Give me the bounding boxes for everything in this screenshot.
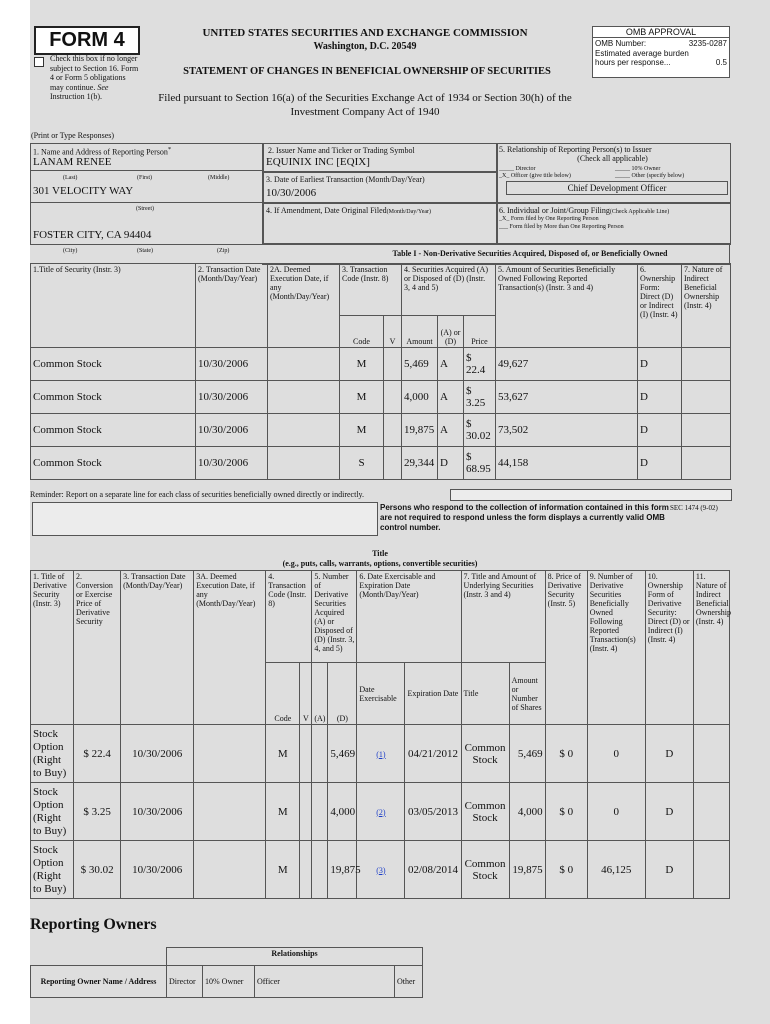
table1-row (31, 447, 731, 480)
state-label: (State) (137, 248, 153, 254)
box4-label (266, 206, 431, 215)
t2-h4: 4. Transaction Code (Instr. 8) (266, 571, 312, 663)
t1-row-code: M (340, 414, 384, 447)
t2-amount-shares: Amount or Number of Shares (509, 663, 545, 725)
t2-row-price: $ 3.25 (74, 783, 121, 841)
t2-row-expiration: 04/21/2012 (405, 725, 461, 783)
t1-h4: 4. Securities Acquired (A) or Disposed of (D) (Instr. 3, 4 and 5) (402, 264, 496, 316)
form-title-box (34, 26, 140, 55)
t1-code: Code (340, 316, 384, 348)
director-header: Director (167, 966, 203, 998)
checkbox-instruction: Instruction 1(b). (50, 92, 102, 101)
t1-row-price-symbol: $ (466, 451, 472, 463)
form4-page (30, 0, 770, 1024)
t2-row-nature (693, 725, 729, 783)
box1-star: * (167, 146, 172, 153)
t2-row-owned: 46,125 (587, 841, 645, 899)
t2-h6: 6. Date Exercisable and Expiration Date (Month/Day/Year) (357, 571, 461, 663)
t2-row-title: Stock Option (Right to Buy) (31, 725, 74, 783)
t2-row-date-exercisable (357, 783, 405, 841)
commission-heading: UNITED STATES SECURITIES AND EXCHANGE COMMISSION (202, 27, 528, 39)
t1-row-amount: 5,469 (402, 348, 438, 381)
t2-row-deemed (194, 841, 266, 899)
t1-row-title: Common Stock (31, 381, 196, 414)
t1-row-title: Common Stock (31, 447, 196, 480)
t2-row-nature (693, 841, 729, 899)
middle-label: (Middle) (208, 175, 230, 181)
table1-title: Table I - Non-Derivative Securities Acquired, Disposed of, or Beneficially Owned (392, 249, 668, 258)
table2-subtitle: (e.g., puts, calls, warrants, options, convertible securities) (282, 559, 478, 568)
t2-h9: 9. Number of Derivative Securities Beneficially Owned Following Reported Transaction(s) (Instr. 4) (587, 571, 645, 725)
t1-row-price-symbol: $ (466, 385, 472, 397)
t1-h5: 5. Amount of Securities Beneficially Owned Following Reported Transaction(s) (Instr. 3 and 4) (496, 264, 638, 348)
t1-row-price-symbol: $ (466, 418, 472, 430)
t2-row-date-exercisable (357, 841, 405, 899)
t1-row-title: Common Stock (31, 414, 196, 447)
footnote-link[interactable]: (3) (376, 865, 386, 875)
t2-row-shares: 4,000 (509, 783, 545, 841)
t2-row-price: $ 22.4 (74, 725, 121, 783)
t2-row-shares: 5,469 (509, 725, 545, 783)
check-all: (Check all applicable) (577, 154, 648, 163)
t2-a: (A) (312, 663, 328, 725)
form-title: FORM 4 (49, 29, 125, 51)
t1-row-form: D (638, 381, 682, 414)
t2-row-owned: 0 (587, 783, 645, 841)
table2-title: Title (372, 549, 388, 558)
t1-row-deemed (268, 447, 340, 480)
t2-h3: 3. Transaction Date (Month/Day/Year) (121, 571, 194, 725)
t1-row-form: D (638, 414, 682, 447)
t1-row-ad: A (438, 348, 464, 381)
box2-label: 2. Issuer Name and Ticker or Trading Symbol (268, 146, 415, 155)
omb-notice: Persons who respond to the collection of information contained in this form are not required to respond unless the form displays a currently valid OMB control number. (380, 503, 669, 532)
table2 (30, 570, 730, 899)
t2-row-a (312, 783, 328, 841)
t2-row-dprice: $ 0 (545, 783, 587, 841)
t2-row-expiration: 02/08/2014 (405, 841, 461, 899)
t2-code: Code (266, 663, 300, 725)
t2-row-d: 19,875 (328, 841, 357, 899)
t1-row-nature (682, 447, 731, 480)
first-label: (First) (137, 175, 152, 181)
t2-row-underlying: Common Stock (461, 841, 509, 899)
t2-row-v (300, 783, 312, 841)
t1-row-price (464, 447, 496, 480)
box3-label: 3. Date of Earliest Transaction (Month/Day/Year) (266, 175, 425, 184)
table1-row (31, 348, 731, 381)
t2-h3a: 3A. Deemed Execution Date, if any (Month/Day/Year) (194, 571, 266, 725)
box1-label-text: 1. Name and Address of Reporting Person (33, 147, 168, 157)
t2-row-form: D (645, 725, 693, 783)
t1-v: V (384, 316, 402, 348)
t2-row-form: D (645, 783, 693, 841)
footnote-link[interactable]: (2) (376, 807, 386, 817)
t1-row-ad: A (438, 414, 464, 447)
t1-row-date: 10/30/2006 (196, 447, 268, 480)
checkbox-text: Check this box if no longer subject to Section 16. Form 4 or Form 5 obligations may continue. (50, 54, 139, 92)
table2-row (31, 841, 730, 899)
t2-row-date: 10/30/2006 (121, 841, 194, 899)
omb-number: 3235-0287 (688, 39, 727, 48)
t2-row-shares: 19,875 (509, 841, 545, 899)
t1-row-nature (682, 348, 731, 381)
officer-title: Chief Development Officer (506, 181, 728, 195)
t1-row-deemed (268, 414, 340, 447)
t2-title: Title (461, 663, 509, 725)
t1-h2: 2. Transaction Date (Month/Day/Year) (196, 264, 268, 348)
sec-number: SEC 1474 (9-02) (670, 504, 718, 512)
omb-hours: 0.5 (715, 58, 727, 67)
t1-row-amount: 19,875 (402, 414, 438, 447)
t2-row-nature (693, 783, 729, 841)
more-persons-option[interactable]: ___ Form filed by More than One Reporting Person (499, 224, 624, 230)
t1-amount: Amount (402, 316, 438, 348)
omb-title: OMB APPROVAL (593, 27, 729, 38)
ten-pct-header: 10% Owner (203, 966, 255, 998)
t1-row-code: M (340, 381, 384, 414)
t1-row-price-value: 30.02 (466, 430, 491, 442)
t1-row-price-symbol: $ (466, 352, 472, 364)
t2-row-deemed (194, 783, 266, 841)
box6-label (499, 206, 669, 215)
t2-v: V (300, 663, 312, 725)
t1-row-v (384, 348, 402, 381)
t2-row-dprice: $ 0 (545, 841, 587, 899)
t2-h11: 11. Nature of Indirect Beneficial Ownership (Instr. 4) (693, 571, 729, 725)
t2-row-price: $ 30.02 (74, 841, 121, 899)
t1-row-date: 10/30/2006 (196, 414, 268, 447)
omb-number-label: OMB Number: (595, 39, 647, 48)
t2-row-v (300, 841, 312, 899)
section16-checkbox-label (50, 54, 140, 102)
t2-row-d: 5,469 (328, 725, 357, 783)
t1-row-owned: 49,627 (496, 348, 638, 381)
print-type: (Print or Type Responses) (31, 131, 115, 140)
table1 (30, 263, 731, 480)
t2-row-code: M (266, 841, 300, 899)
t1-row-date: 10/30/2006 (196, 381, 268, 414)
street-address: 301 VELOCITY WAY (33, 185, 134, 197)
t2-row-code: M (266, 725, 300, 783)
t1-h2a: 2A. Deemed Execution Date, if any (Month/Day/Year) (268, 264, 340, 348)
t1-row-title: Common Stock (31, 348, 196, 381)
t2-row-form: D (645, 841, 693, 899)
t1-h1: 1.Title of Security (Instr. 3) (31, 264, 196, 348)
commission-city: Washington, D.C. 20549 (313, 41, 417, 52)
t2-exp-date: Expiration Date (405, 663, 461, 725)
t2-row-deemed (194, 725, 266, 783)
t1-row-ad: A (438, 381, 464, 414)
t1-row-form: D (638, 348, 682, 381)
t1-row-code: M (340, 348, 384, 381)
footnote-link[interactable]: (1) (376, 749, 386, 759)
t1-row-amount: 4,000 (402, 381, 438, 414)
ten-percent-option[interactable]: _____ 10% Owner (615, 166, 661, 172)
t2-row-expiration: 03/05/2013 (405, 783, 461, 841)
statement-title: STATEMENT OF CHANGES IN BENEFICIAL OWNERSHIP OF SECURITIES (183, 66, 551, 77)
t1-row-nature (682, 414, 731, 447)
reminder-box (450, 489, 732, 501)
one-person-option[interactable]: _X_ Form filed by One Reporting Person (499, 216, 599, 222)
t2-h2: 2. Conversion or Exercise Price of Derivative Security (74, 571, 121, 725)
t1-row-price-value: 68.95 (466, 463, 491, 475)
t1-row-ad: D (438, 447, 464, 480)
t2-h8: 8. Price of Derivative Security (Instr. 5) (545, 571, 587, 725)
t2-row-dprice: $ 0 (545, 725, 587, 783)
t2-row-code: M (266, 783, 300, 841)
box5-label: 5. Relationship of Reporting Person(s) to Issuer (499, 145, 652, 154)
t1-row-v (384, 381, 402, 414)
t1-row-date: 10/30/2006 (196, 348, 268, 381)
t1-row-v (384, 447, 402, 480)
city-address: FOSTER CITY, CA 94404 (33, 229, 152, 241)
t2-h7: 7. Title and Amount of Underlying Securities (Instr. 3 and 4) (461, 571, 545, 663)
section16-checkbox[interactable] (34, 57, 44, 67)
t2-row-date: 10/30/2006 (121, 783, 194, 841)
t2-row-d: 4,000 (328, 783, 357, 841)
omb-approval-box (592, 26, 730, 78)
city-label: (City) (63, 248, 78, 254)
t1-row-owned: 44,158 (496, 447, 638, 480)
t2-row-v (300, 725, 312, 783)
t2-h5: 5. Number of Derivative Securities Acquired (A) or Disposed of (D) (Instr. 3, 4, and 5) (312, 571, 357, 663)
officer-header: Officer (255, 966, 395, 998)
t2-row-title: Stock Option (Right to Buy) (31, 783, 74, 841)
t2-d: (D) (328, 663, 357, 725)
t1-row-owned: 73,502 (496, 414, 638, 447)
t1-h7: 7. Nature of Indirect Beneficial Ownership (Instr. 4) (682, 264, 731, 348)
reminder-text: Reminder: Report on a separate line for each class of securities beneficially owned directly or indirectly. (30, 490, 365, 499)
t1-h3: 3. Transaction Code (Instr. 8) (340, 264, 402, 316)
t2-date-ex: Date Exercisable (357, 663, 405, 725)
t1-row-deemed (268, 348, 340, 381)
t1-row-amount: 29,344 (402, 447, 438, 480)
officer-option[interactable]: _X_ Officer (give title below) (499, 173, 571, 179)
t1-row-price (464, 381, 496, 414)
t1-row-nature (682, 381, 731, 414)
other-header: Other (395, 966, 423, 998)
table2-row (31, 783, 730, 841)
t2-row-date: 10/30/2006 (121, 725, 194, 783)
checkbox-see: See (97, 82, 109, 92)
table1-row (31, 381, 731, 414)
t1-row-price (464, 414, 496, 447)
t2-row-date-exercisable (357, 725, 405, 783)
reporting-owners-heading: Reporting Owners (30, 916, 157, 933)
table2-row (31, 725, 730, 783)
t1-row-owned: 53,627 (496, 381, 638, 414)
box4-label-small: (Month/Day/Year) (386, 209, 432, 215)
other-option[interactable]: _____ Other (specify below) (615, 173, 685, 179)
t1-row-price-value: 22.4 (466, 364, 486, 376)
filed-pursuant: Filed pursuant to Section 16(a) of the Securities Exchange Act of 1934 or Section 30(h) of the Investment Company Act of 1940 (158, 92, 572, 118)
owner-name-header: Reporting Owner Name / Address (31, 966, 167, 998)
reporting-person-name: LANAM RENEE (33, 156, 112, 168)
director-option[interactable]: _____ Director (499, 166, 536, 172)
t2-h10: 10. Ownership Form of Derivative Security: Direct (D) or Indirect (I) (Instr. 4) (645, 571, 693, 725)
t2-row-underlying: Common Stock (461, 783, 509, 841)
t1-row-code: S (340, 447, 384, 480)
street-label: (Street) (136, 206, 154, 212)
t1-aord: (A) or (D) (438, 316, 464, 348)
reporting-owners-table (30, 947, 423, 998)
t1-h6: 6. Ownership Form: Direct (D) or Indirect (I) (Instr. 4) (638, 264, 682, 348)
zip-label: (Zip) (217, 248, 230, 254)
t2-h1: 1. Title of Derivative Security (Instr. 3) (31, 571, 74, 725)
t1-row-deemed (268, 381, 340, 414)
t2-row-underlying: Common Stock (461, 725, 509, 783)
last-label: (Last) (63, 175, 78, 181)
box4-label-text: 4. If Amendment, Date Original Filed (266, 206, 387, 215)
t2-row-owned: 0 (587, 725, 645, 783)
box6-label-text: 6. Individual or Joint/Group Filing (499, 206, 610, 215)
t1-row-price (464, 348, 496, 381)
t2-row-a (312, 725, 328, 783)
earliest-transaction-date: 10/30/2006 (266, 187, 317, 199)
t2-row-a (312, 841, 328, 899)
t1-row-form: D (638, 447, 682, 480)
table1-row (31, 414, 731, 447)
notice-left-box (32, 502, 378, 536)
relationships-header: Relationships (167, 948, 423, 966)
issuer-name: EQUINIX INC [EQIX] (266, 156, 370, 168)
omb-burden: Estimated average burden hours per response... (595, 49, 689, 67)
t2-row-title: Stock Option (Right to Buy) (31, 841, 74, 899)
t1-price: Price (464, 316, 496, 348)
t1-row-price-value: 3.25 (466, 397, 486, 409)
t1-row-v (384, 414, 402, 447)
box6-label-small: (Check Applicable Line) (609, 209, 670, 215)
